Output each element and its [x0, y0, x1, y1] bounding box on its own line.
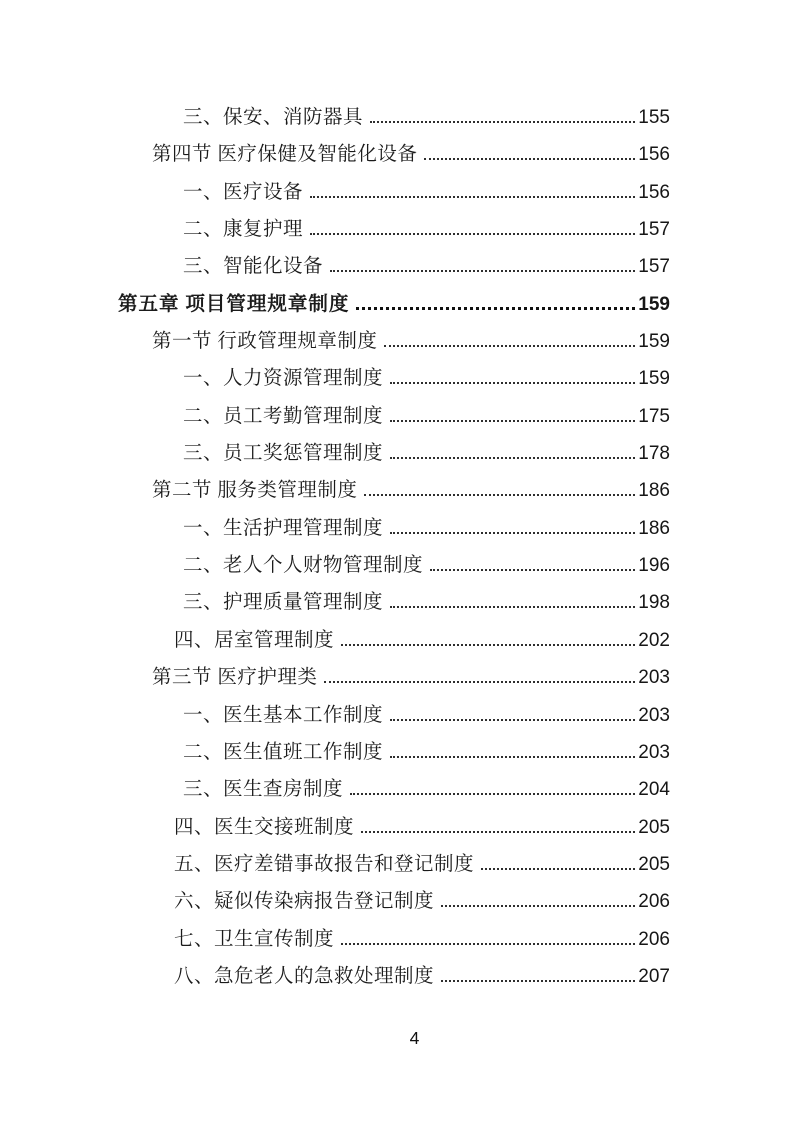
dot-leader [430, 569, 635, 571]
toc-entry-page-number: 203 [638, 741, 670, 763]
toc-entry-page-number: 156 [638, 181, 670, 203]
toc-entry-item[interactable] [96, 734, 670, 771]
toc-entry-title: 三、智能化设备 [183, 256, 324, 278]
toc-entry-page-number: 155 [638, 107, 670, 128]
dot-leader [361, 831, 635, 833]
toc-entry-title: 八、急危老人的急救处理制度 [174, 965, 435, 987]
dot-leader [390, 719, 635, 721]
toc-entry-page-number: 205 [638, 816, 670, 838]
dot-leader [330, 270, 635, 272]
toc-entry-item2[interactable] [96, 809, 670, 846]
toc-entry-page-number: 203 [638, 704, 670, 726]
toc-entry-item[interactable] [96, 211, 670, 248]
toc-entry-title: 五、医疗差错事故报告和登记制度 [174, 853, 475, 875]
dot-leader [350, 793, 635, 795]
toc-entry-title: 六、疑似传染病报告登记制度 [174, 891, 435, 913]
toc-entry-item[interactable] [96, 584, 670, 621]
toc-entry-title: 七、卫生宣传制度 [174, 928, 335, 950]
toc-entry-item[interactable] [96, 547, 670, 584]
toc-entry-title: 二、员工考勤管理制度 [183, 405, 384, 427]
dot-leader [364, 494, 635, 496]
toc-entry-page-number: 175 [638, 405, 670, 427]
dot-leader [384, 345, 635, 347]
dot-leader [481, 868, 635, 870]
toc-entry-title: 二、医生值班工作制度 [183, 741, 384, 763]
toc-entry-item2[interactable] [96, 622, 670, 659]
toc-entry-chapter[interactable] [96, 286, 670, 323]
dot-leader [341, 943, 635, 945]
toc-entry-section[interactable] [96, 323, 670, 360]
page-footer [0, 1028, 793, 1049]
toc-entry-title: 一、医疗设备 [183, 181, 304, 203]
toc-entry-page-number: 186 [638, 517, 670, 539]
toc-entry-page-number: 202 [638, 629, 670, 651]
dot-leader [390, 606, 635, 608]
toc-entry-item[interactable] [96, 99, 670, 136]
toc-entry-page-number: 157 [638, 219, 670, 241]
dot-leader [390, 532, 635, 534]
toc-entry-item[interactable] [96, 510, 670, 547]
toc-entry-title: 第一节 行政管理规章制度 [152, 331, 378, 353]
toc-entry-page-number: 206 [638, 928, 670, 950]
toc-entry-item[interactable] [96, 435, 670, 472]
dot-leader [356, 307, 635, 310]
toc-entry-item[interactable] [96, 174, 670, 211]
toc-entry-section[interactable] [96, 659, 670, 696]
toc-entry-page-number: 205 [638, 853, 670, 875]
toc-entry-title: 三、医生查房制度 [183, 779, 344, 801]
dot-leader [390, 756, 635, 758]
toc-entry-page-number: 198 [638, 592, 670, 614]
toc-entry-title: 第四节 医疗保健及智能化设备 [152, 144, 418, 166]
toc-entry-title: 一、人力资源管理制度 [183, 368, 384, 390]
toc-entry-title: 三、保安、消防器具 [183, 107, 364, 128]
toc-entry-section[interactable] [96, 472, 670, 509]
dot-leader [441, 980, 635, 982]
toc-entry-page-number: 159 [638, 331, 670, 353]
page-number: 4 [409, 1028, 420, 1048]
toc-entry-page-number: 206 [638, 891, 670, 913]
toc-entry-item2[interactable] [96, 883, 670, 920]
toc-entry-title: 一、生活护理管理制度 [183, 517, 384, 539]
toc-entry-item[interactable] [96, 697, 670, 734]
toc-entry-title: 一、医生基本工作制度 [183, 704, 384, 726]
dot-leader [390, 457, 635, 459]
toc-entry-page-number: 203 [638, 667, 670, 689]
toc-entry-page-number: 159 [638, 368, 670, 390]
toc-entry-page-number: 204 [638, 779, 670, 801]
dot-leader [390, 382, 635, 384]
toc-entry-page-number: 196 [638, 555, 670, 577]
dot-leader [441, 905, 635, 907]
toc-entry-page-number: 156 [638, 144, 670, 166]
toc-entry-title: 第二节 服务类管理制度 [152, 480, 358, 502]
toc-entry-page-number: 207 [638, 965, 670, 987]
toc-entry-title: 三、护理质量管理制度 [183, 592, 384, 614]
toc-entry-title: 第三节 医疗护理类 [152, 667, 318, 689]
toc-entry-item[interactable] [96, 398, 670, 435]
table-of-contents [96, 99, 670, 995]
toc-entry-item[interactable] [96, 771, 670, 808]
dot-leader [310, 196, 635, 198]
toc-entry-item[interactable] [96, 248, 670, 285]
dot-leader [341, 644, 635, 646]
toc-entry-item2[interactable] [96, 846, 670, 883]
toc-entry-page-number: 186 [638, 480, 670, 502]
toc-entry-page-number: 178 [638, 443, 670, 465]
toc-entry-title: 二、老人个人财物管理制度 [183, 555, 424, 577]
toc-entry-item2[interactable] [96, 958, 670, 995]
toc-entry-title: 三、员工奖惩管理制度 [183, 443, 384, 465]
toc-entry-title: 二、康复护理 [183, 219, 304, 241]
toc-entry-section[interactable] [96, 136, 670, 173]
toc-entry-title: 四、医生交接班制度 [174, 816, 355, 838]
toc-entry-title: 四、居室管理制度 [174, 629, 335, 651]
dot-leader [310, 233, 635, 235]
dot-leader [390, 420, 635, 422]
dot-leader [370, 121, 635, 123]
toc-entry-item[interactable] [96, 360, 670, 397]
dot-leader [324, 681, 635, 683]
toc-entry-item2[interactable] [96, 921, 670, 958]
dot-leader [424, 158, 635, 160]
toc-entry-page-number: 157 [638, 256, 670, 278]
toc-entry-page-number: 159 [638, 293, 670, 315]
toc-entry-title: 第五章 项目管理规章制度 [118, 293, 350, 315]
